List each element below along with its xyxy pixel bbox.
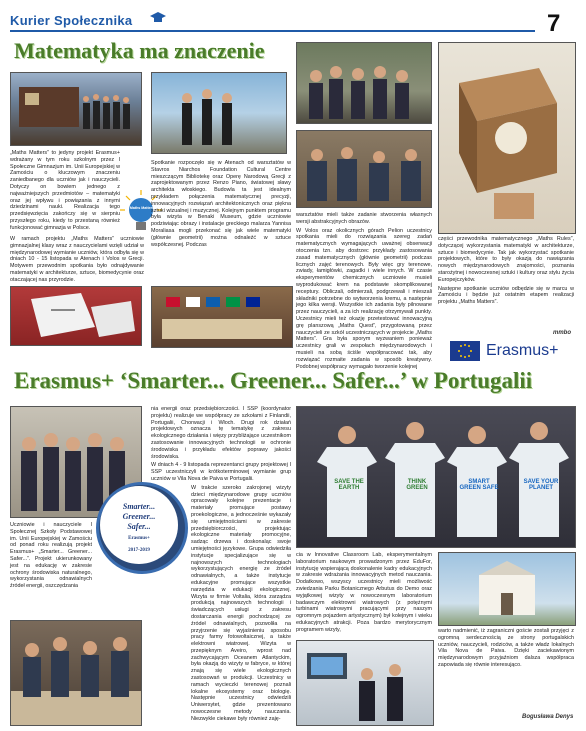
photo-students-tshirts [296, 406, 576, 548]
article1-signature: mmbo [553, 330, 571, 336]
article2-signature: Bogusława Denys [522, 714, 574, 720]
photo-classroom-lab [296, 640, 434, 726]
article2-col2-para3: W trakcie szeroko zakrojonej wizyty dzieci międzynarodowe grupy uczniów opracowały kolejne prezentacje i materiały promujące postawy proekologiczne, a jednocześnie wykazały się umiejętnościami w zakresie przedsiębiorczości, projektując ekologiczne materiały promocyjne, sadząc drzewa i doskonaląc swoje umiejętności językowe. Grupa odwiedziła instytucje specjalizujące się w najnowszych technologiach wykorzystujących energię ze źródeł odnawialnych, a także instytucje edukacyjne promujące wszystkie narzędzia w edukacji ekologicznej. Wizyta w firmie Voltalia, która zarządza produkcją najnowszych technologii i świadczących usługi z zakresu dostarczania energii pochodzącej ze źródeł odnawialnych, pozwoliła na przyjrzenie się wyjaśnieniu sposobu pracy farmy fotowoltaicznej, a także elektrowni wiatrowej. Wizyta w przepięknym Aveiro, wprost nad zachwycającym Oceanem Atlantyckim, była okazją do wizyty w fabryce, w której znają się wiele ekologicznych zastosowań w produkcji. Uczestnicy w ramach wycieczki terenowej poznali lokalne ekosystemy oraz biologię. Następnie uczestnicy odwiedzili Uniwersytet, gdzie prezentowano nowoczesne metody nauczania. Niezwykle ciekawe były również zaję- [191, 484, 291, 722]
article2-col4-para1: warto nadmienić, iż zagraniczni goście zostali przyjęci z ogromną serdecznością ze strony portugalskich uczniów, nauczycieli, rodziców, a także władz lokalnych Vila Nova de Paiva. Dzięki zaciekawionym międzynarodowym przyjaźniom dalsza współpraca zapowiada się równie interesująco. [438, 628, 574, 668]
article2-col2-para2: W dniach 4 - 9 listopada reprezentanci grupy projektowej I SSP uczestniczyli w krótkoterminowej wymianie grup uczniów w Vila Nova de Paiva w Portugalii. [151, 462, 291, 482]
photo-board-game [10, 286, 142, 346]
article2-col3 [296, 552, 432, 636]
article1-col1b [10, 236, 144, 286]
article1-col4-para2: Następne spotkanie uczniów odbędzie się w marcu w Zamościu i będzie już ostatnim etapem realizacji projektu „Maths Matters”. [438, 285, 574, 306]
photo-students-group [296, 42, 432, 124]
photo-group-train [10, 72, 142, 146]
badge-sub: Erasmus+ [128, 536, 150, 541]
page-header [0, 0, 586, 37]
article2-col1-para1: Uczniowie i nauczyciele I Społecznej Szkoły Podstawowej im. Unii Europejskiej w Zamościu od ponad roku realizują projekt Erasmus+ „Smarter... Greener... Safer...”. Projekt ukierunkowany jest na edukację w zakresie ochrony środowiska naturalnego, wykorzystania odnawialnych źródeł energii, oszczędzania [10, 522, 92, 590]
article2-col4 [438, 628, 574, 671]
article1-col3-para1: warsztatów mieli także zadanie stworzenia własnych wersji abstrakcyjnych obrazów. [296, 212, 432, 225]
article1-col4 [438, 236, 574, 308]
photo-workshop [296, 130, 432, 208]
tshirt-text-2: THINK GREEN [406, 479, 428, 491]
article2-col2 [151, 406, 291, 725]
article1-title: Matematyka ma znaczenie [14, 38, 265, 63]
photo-students-boat [151, 72, 287, 154]
article1-col1 [10, 150, 120, 234]
erasmus-logo: Erasmus+ [486, 342, 559, 359]
badge-years: 2017-2019 [128, 548, 150, 553]
photo-students-table [10, 620, 142, 726]
brand-name: Kurier Społecznika [10, 13, 133, 28]
tshirt-text-4: SAVE YOUR PLANET [523, 479, 559, 491]
badge-line2: Greener... [122, 512, 156, 521]
article1-col1-para2: W ramach projektu „Maths Matters” uczniowie gimnazjalnej klasy wraz z nauczycielami wzięli udział w międzynarodowej wymianie uczniów, która odbyła się w dniach 10 - 15 listopada w Atenach i Volos w Grecji. Motywem przewodnim spotkania było odnajdywanie matematyki w architekturze, sztuce, biomedycynie oraz otaczającej nas przyrodzie. [10, 236, 144, 283]
badge-line3: Safer... [127, 522, 151, 531]
article2-col1 [10, 522, 92, 592]
header-rule [10, 30, 535, 32]
tshirt-text-3: SMART GREEN SAFE [459, 479, 499, 491]
article2-col2-para1: nia energii oraz przedsiębiorczości. I SSP (koordynator projektu) realizuje we współpracy ze szkołami z Finlandii, Portugalii, Chorwacji i Włoch. Drugi rok działań projektowych oznacza tę tematykę z zakresu ekologicznego działania i więzy przybliżające uczestnikom zastosowanie innowacyjnych technologii w ochronie środowiska i przykładu efektów poprawy jakości środowiska. [151, 406, 291, 460]
graduation-cap-icon [150, 12, 166, 24]
article1-col3 [296, 212, 432, 372]
article1-col2 [151, 160, 291, 250]
tshirt-text-1: SAVE THE EARTH [334, 479, 364, 491]
photo-products-box [438, 42, 576, 234]
photo-flags-table [151, 286, 293, 348]
article1-col2-para1: Spotkanie rozpoczęło się w Atenach od warsztatów w Stavros Niarchos Foundation Cultural Centre mieszczącym Bibliotekę oraz Operę Narodową Grecji z zaprojektowanym przez Renzo Piano, światowej sławy architekta włoskiego. Budowla ta jest idealnym przykładem połączenia matematycznej precyzji, innowacyjnych rozwiązań architektonicznych oraz piękna sztuki wizualnej i muzycznej. Kolejnym punktem programu była wizyta w Benaki Museum, gdzie uczniowie podziwiając obrazy i instalacje greckiego malarza Yannisa Moraliasa mogli przekonać się jak wiele matematyki (głównie geometrii) można odnaleźć w sztuce współczesnej. Podczas [151, 160, 291, 248]
page-number: 7 [547, 10, 561, 37]
article1-col1-para1: „Maths Matters” to jedyny projekt Erasmus+ wdrażany w tym roku szkolnym przez I Społeczne Gimnazjum im. Unii Europejskiej w Zamościu o kluczowym znaczeniu zaniedbanego dla uczniów jak i nauczycieli. Dotyczy on bowiem jednego z najważniejszych przedmiotów – matematyki oraz jej wpływu i powiązania z innymi dziedzinami nauki. Realizacja tego przedsięwzięcia zakończy się w sierpniu przyszłego roku, kiedy to przestaną również funkcjonować gimnazja w Polsce. [10, 150, 120, 231]
bulb-logo-text: Maths Matters [129, 206, 155, 210]
article2-col3-para1: cia w Innovative Classroom Lab, eksperymentalnym laboratorium naukowym prowadzonym przez EduFor, instytucję wspierającą doskonalenie kadry edukacyjnych w zakresie wdrażania innowacyjnych metod nauczania. Dodatkowo, wszyscy uczestnicy mieli możliwość zwiedzania Parku Botanicznego Arbutus do Demo oraz wyjątkowej wizyty w nowoczesnym laboratorium badawczym elektrowni wiatrowych (z potężnymi turbinami wiatrowymi pracującymi przy naszym ogromnym pojazdem artystycznym) był kolejnym i wieku edukacyjnych atrakcji. Poza bardzo merytorycznym programem wizyty, [296, 552, 432, 633]
badge-line1: Smarter... [122, 502, 156, 511]
article1-col4-para1: części przewodnika matematycznego „Maths Rules”, dotyczącej wykorzystania matematyki w architekturze, sztuce i biomedycynie. Tak jak wykorzystać spotkanie projektowych, które to były okazją do nawiązania nowych międzynarodowych znajomości, poznania starożytnej i nowoczesnej sztuki i kultury oraz stylu życia Europejczyków. [438, 236, 574, 283]
photo-church [438, 552, 576, 626]
article2-title: Erasmus+ ‘Smarter... Greener... Safer...’ w Portugalii [14, 368, 533, 393]
article1-col3-para2: W Volos oraz okolicznych górach Pelion uczestnicy spotkania mieli do rozwiązania szereg zadań matematycznych wymagających uważnej obserwacji otoczenia tzn. aby dostrzec przykłady zastosowania zasad matematycznych (głównie geometrii) podczas licznych zajęć terenowych. Były więc gry terenowe, zwiady, łamigłówki, zagadki i wiele innych. W czasie eksperymentów chemicznych uczniowie musieli wyprodukować krem na podstawie skomplikowanej receptury. Obliczali, odmierzali, podgrzewali i mieszali składniki potrzebne do wytworzenia kremu, a następnie jego kilka wersji. Wszystkie ich zadania były pilnowane przez nauczycieli, a za ich realizację otrzymywali punkty. Uczestnicy mieli też okazję przetestować innowacyjną grę planszową „Maths Quest”, przygotowaną przez nauczycieli ze szkół uczestniczących w projekcie „Maths Matters”. Gra była sporym wyzwaniem ponieważ uczestnicy grali w zespołach międzynarodowych i musieli na sobą ściśle współpracować tak, aby rozwiązać rozmaite zadania w sposób kreatywny. Podobnej współpracy wymagało tworzenie kolejnej [296, 227, 432, 370]
eu-flag-icon [450, 341, 480, 361]
